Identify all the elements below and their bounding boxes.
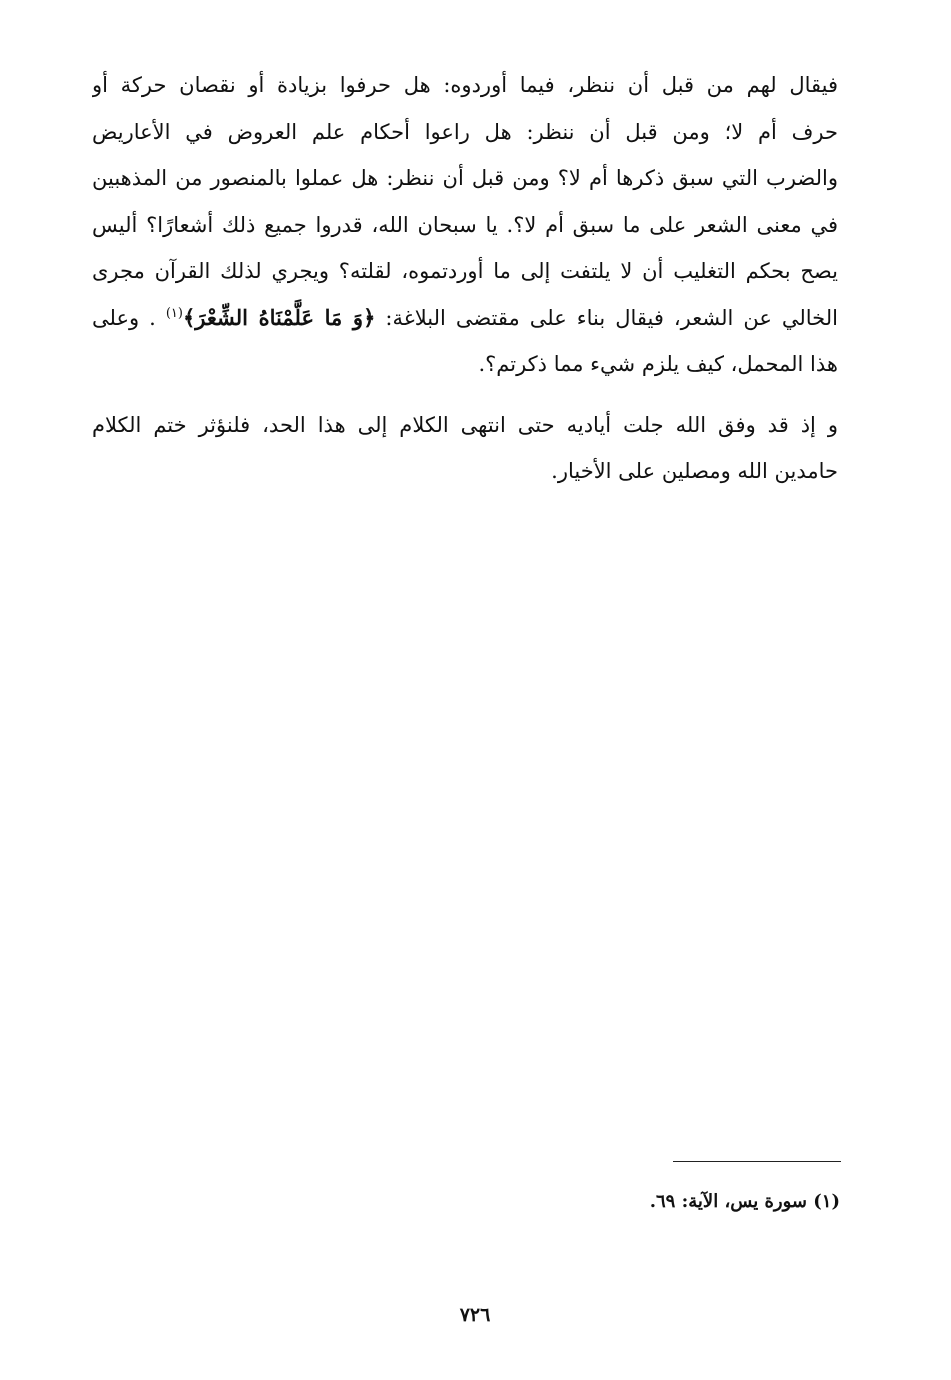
footnote: (١) سورة يس، الآية: ٦٩. <box>649 1191 840 1212</box>
footnote-marker: (١) <box>165 305 183 321</box>
paragraph-1 <box>92 62 838 388</box>
footnote-separator <box>673 1161 841 1162</box>
text-line: حامدين الله ومصلين على الأخيار. <box>551 459 838 483</box>
text-line: يصح بحكم التغليب أن لا يلتفت إلى ما أوردتموه، لقلته؟ ويجري لذلك القرآن مجرى <box>92 259 838 283</box>
text-line: والضرب التي سبق ذكرها أم لا؟ ومن قبل أن ننظر: هل عملوا بالمنصور من المذهبين <box>92 166 838 190</box>
text-line: هذا المحمل، كيف يلزم شيء مما ذكرتم؟. <box>478 352 838 376</box>
text-line: فيقال لهم من قبل أن ننظر، فيما أوردوه: هل حرفوا بزيادة أو نقصان حركة أو <box>92 73 838 97</box>
text-line-with-verse <box>92 295 838 342</box>
page-number: ٧٢٦ <box>459 1304 491 1326</box>
line-end-text: . وعلى <box>92 305 156 330</box>
line-start-text: الخالي عن الشعر، فيقال بناء على مقتضى البلاغة: <box>385 305 838 330</box>
text-line: و إذ قد وفق الله جلت أياديه حتى انتهى الكلام إلى هذا الحد، فلنؤثر ختم الكلام <box>92 412 838 437</box>
text-line: في معنى الشعر على ما سبق أم لا؟. يا سبحان الله، قدروا جميع ذلك أشعارًا؟ أليس <box>92 212 838 237</box>
text-line: حرف أم لا؛ ومن قبل أن ننظر: هل راعوا أحكام علم العروض في الأعاريض <box>92 119 838 144</box>
quran-verse: ﴿وَ مَا عَلَّمْنَاهُ الشِّعْرَ﴾ <box>182 304 376 330</box>
main-text <box>92 62 838 495</box>
paragraph-2 <box>92 402 838 495</box>
